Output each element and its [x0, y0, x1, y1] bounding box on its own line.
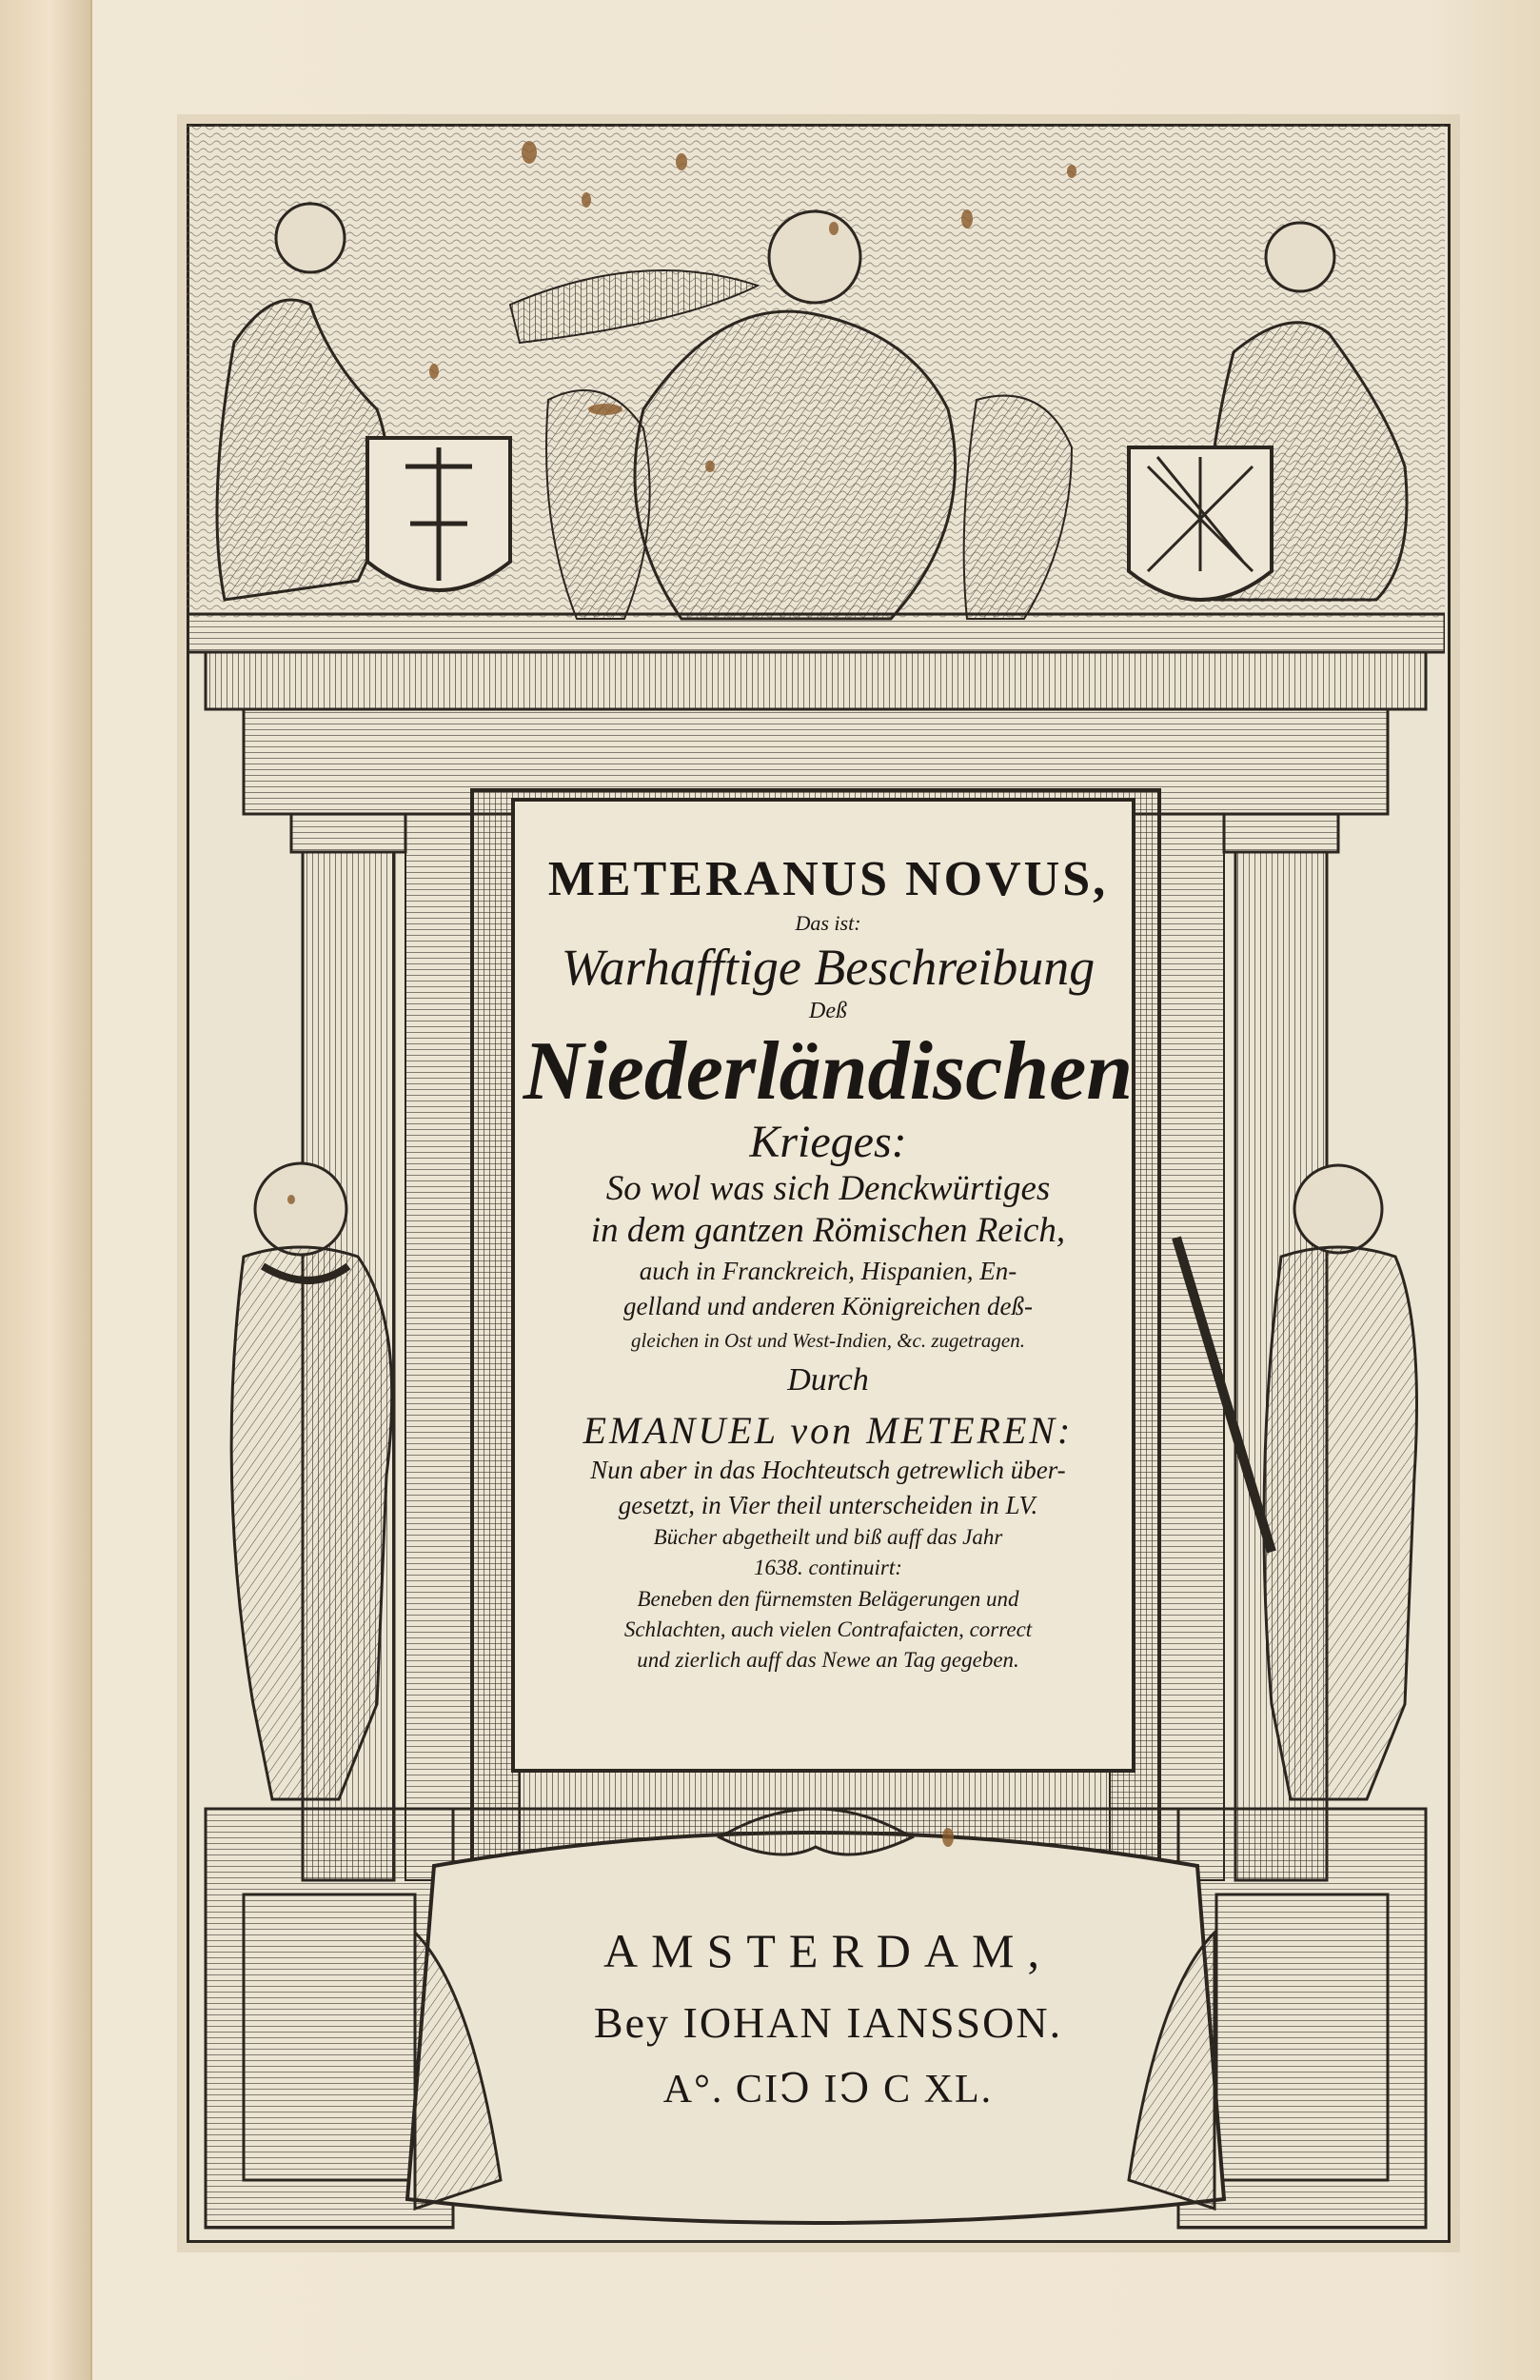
subtitle-line-2: in dem gantzen Römischen Reich, — [590, 1210, 1066, 1250]
author-name: EMANUEL von METEREN: — [582, 1409, 1074, 1453]
body-line-3: Bücher abgetheilt und biß auff das Jahr — [653, 1525, 1003, 1550]
dess-line: Deß — [809, 999, 847, 1023]
title-text-block — [523, 809, 1134, 1763]
durch-line: Durch — [787, 1362, 869, 1398]
krieges-line: Krieges: — [749, 1117, 907, 1167]
body-line-2: gesetzt, in Vier theil unterscheiden in LV. — [618, 1490, 1038, 1519]
body-line-1: Nun aber in das Hochteutsch getrewlich über- — [590, 1456, 1066, 1485]
subtitle-line-5: gleichen in Ost und West-Indien, &c. zugetragen. — [631, 1329, 1025, 1353]
subtitle-line-3: auch in Franckreich, Hispanien, En- — [639, 1257, 1017, 1286]
subtitle-line-1: So wol was sich Denckwürtiges — [605, 1169, 1051, 1208]
cornice — [187, 614, 1445, 652]
book-title: METERANUS NOVUS, — [547, 852, 1109, 906]
body-line-4: 1638. continuirt: — [754, 1556, 902, 1580]
imprint-block — [533, 1923, 1123, 2112]
body-line-6: Schlachten, auch vielen Contrafaicten, correct — [623, 1616, 1033, 1641]
body-line-7: und zierlich auff das Newe an Tag gegeben. — [637, 1647, 1019, 1672]
warhafftige-line: Warhafftige Beschreibung — [561, 939, 1096, 996]
imprint-city: AMSTERDAM, — [603, 1924, 1053, 1977]
subtitle-line-4: gelland und anderen Königreichen deß- — [623, 1292, 1033, 1321]
binding-gutter — [0, 0, 92, 2380]
body-line-5: Beneben den fürnemsten Belägerungen und — [637, 1586, 1019, 1611]
das-ist-line: Das ist: — [795, 911, 861, 935]
imprint-publisher: Bey IOHAN IANSSON. — [593, 1998, 1063, 2047]
niederlaendischen-line: Niederländischen — [523, 1025, 1134, 1118]
imprint-date: A°. CIↃ IↃ C XL. — [662, 2068, 994, 2112]
